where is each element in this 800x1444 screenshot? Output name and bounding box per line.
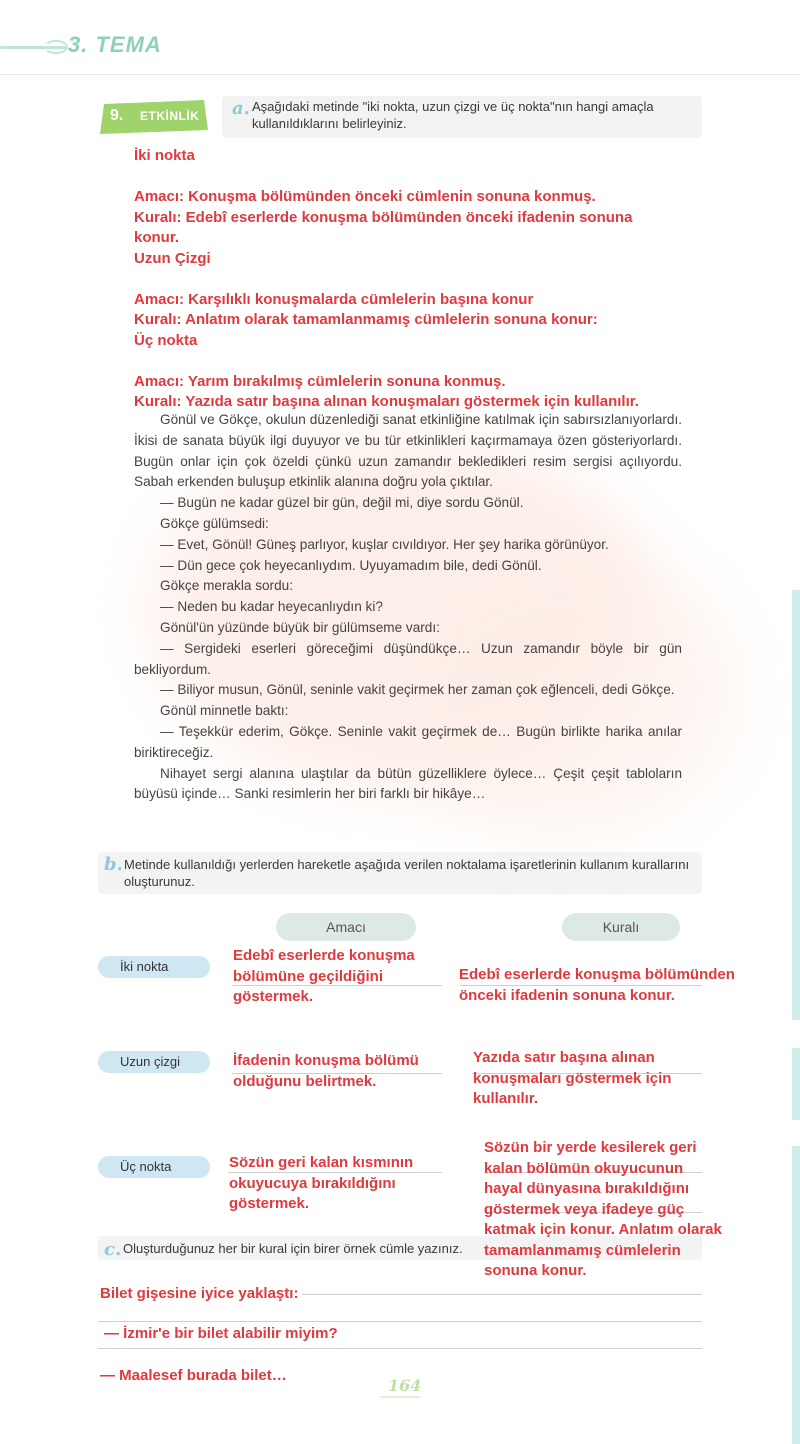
passage-paragraph: — Teşekkür ederim, Gökçe. Seninle vakit geçirmek de… Bugün birlikte harika anılar biriktireceğiz. — [134, 723, 682, 760]
answer-kural-1: Edebî eserlerde konuşma bölümünden önceki ifadenin sonuna konur. — [459, 966, 735, 1004]
answer-a-line: Amacı: Karşılıklı konuşmalarda cümlelerin başına konur — [134, 290, 534, 308]
answer-amac-1: Edebî eserlerde konuşma bölümüne geçildiğini göstermek. — [233, 947, 415, 1005]
theme-title: 3. TEMA — [68, 32, 162, 57]
activity-number: 9. — [110, 107, 124, 124]
passage-paragraph: Gönül minnetle baktı: — [160, 703, 289, 719]
answer-c-2: — İzmir'e bir bilet alabilir miyim? — [104, 1325, 338, 1342]
answer-a-line: İki nokta — [134, 147, 195, 164]
answer-a-line — [134, 269, 694, 290]
answer-a-line — [134, 167, 694, 188]
row-label-iki-nokta: İki nokta — [98, 956, 210, 978]
answer-a-line: Kuralı: Edebî eserlerde konuşma bölümünden önceki ifadenin sonuna — [134, 208, 633, 226]
answer-a-line — [134, 351, 694, 372]
question-c-letter: c. — [104, 1239, 122, 1260]
answer-kural-3: Sözün bir yerde kesilerek geri kalan bölümün okuyucunun hayal dünyasına bırakıldığını göstermek veya ifadeye güç katmak için konur. Anlatım olarak tamamlanmamış cümlelerin sonuna konur. — [484, 1139, 722, 1279]
passage-paragraph: — Evet, Gönül! Güneş parlıyor, kuşlar cıvıldıyor. Her şey harika görünüyor. — [160, 536, 609, 552]
passage-paragraph: — Dün gece çok heyecanlıydım. Uyuyamadım bile, dedi Gönül. — [160, 557, 542, 573]
activity-label: ETKİNLİK — [140, 109, 200, 123]
column-header-kural: Kuralı — [562, 913, 680, 941]
answer-a-line: Amacı: Konuşma bölümünden önceki cümlenin sonuna konmuş. — [134, 188, 596, 205]
answer-a-block — [134, 146, 694, 413]
question-c-prompt: Oluşturduğunuz her bir kural için birer örnek cümle yazınız. — [123, 1241, 463, 1256]
answer-a-line: Amacı: Yarım bırakılmış cümlelerin sonuna konmuş. — [134, 372, 506, 390]
write-line — [98, 1348, 702, 1349]
answer-amac-3: Sözün geri kalan kısmının okuyucuya bırakıldığını göstermek. — [229, 1154, 414, 1212]
row-label-uc-nokta: Üç nokta — [98, 1156, 210, 1178]
answer-c-3: — Maalesef burada bilet… — [100, 1367, 287, 1384]
activity-badge — [100, 100, 208, 134]
reading-passage — [134, 410, 682, 805]
passage-paragraph: — Sergideki eserleri göreceğimi düşündükçe… Uzun zamandır böyle bir gün bekliyordum. — [134, 640, 682, 677]
question-a-prompt: Aşağıdaki metinde "iki nokta, uzun çizgi ve üç nokta"nın hangi amaçla kullanıldıklarını belirleyiniz. — [252, 99, 654, 131]
write-line — [98, 1321, 702, 1322]
header-swirl — [44, 40, 68, 54]
answer-amac-2: İfadenin konuşma bölümü olduğunu belirtmek. — [233, 1052, 419, 1090]
page-number-underline — [380, 1396, 420, 1398]
answer-a-line: Kuralı: Yazıda satır başına alınan konuşmaları göstermek için kullanılır. — [134, 393, 639, 410]
column-header-amac: Amacı — [276, 913, 416, 941]
sidebar-stripe-mid — [792, 1048, 800, 1120]
passage-paragraph: — Biliyor musun, Gönül, seninle vakit geçirmek her zaman çok eğlenceli, dedi Gökçe. — [160, 682, 675, 698]
row-label-uzun-cizgi: Uzun çizgi — [98, 1051, 210, 1073]
top-divider — [0, 74, 800, 75]
question-b-prompt: Metinde kullanıldığı yerlerden hareketle aşağıda verilen noktalama işaretlerinin kullanım kurallarını oluşturunuz. — [124, 857, 690, 889]
passage-paragraph: Nihayet sergi alanına ulaştılar da bütün güzelliklere öylece… Çeşit çeşit tabloların büyüsü içinde… Sanki resimlerin her biri farklı bir hikâye… — [134, 765, 682, 802]
question-a-letter: a. — [232, 98, 250, 119]
question-b-letter: b. — [104, 854, 123, 875]
passage-paragraph: Gökçe gülümsedi: — [160, 515, 269, 531]
answer-a-line: Kuralı: Anlatım olarak tamamlanmamış cümlelerin sonuna konur: — [134, 311, 598, 328]
answer-kural-2: Yazıda satır başına alınan konuşmaları göstermek için kullanılır. — [473, 1049, 672, 1107]
page-number: 164 — [388, 1376, 422, 1395]
answer-a-line: Uzun Çizgi — [134, 249, 211, 267]
passage-paragraph: — Neden bu kadar heyecanlıydın ki? — [160, 599, 383, 615]
passage-paragraph: Gönül'ün yüzünde büyük bir gülümseme vardı: — [160, 619, 440, 635]
sidebar-stripe-top — [792, 590, 800, 1020]
passage-paragraph: — Bugün ne kadar güzel bir gün, değil mi, diye sordu Gönül. — [160, 495, 524, 511]
passage-paragraph: Gönül ve Gökçe, okulun düzenlediği sanat etkinliğine katılmak için sabırsızlanıyorlardı. İkisi de sanata büyük ilgi duyuyor ve bu tür etkinlikleri kaçırmamaya özen gösteriyorlardı. Bugün onlar için çok özeldi çünkü uzun zamandır bekledikleri resim sergisi açılıyordu. Sabah erkenden buluşup etkinlik alanına doğru yola çıktılar. — [134, 412, 682, 490]
sidebar-stripe-bottom — [792, 1146, 800, 1444]
answer-a-line: konur. — [134, 229, 180, 246]
answer-c-1: Bilet gişesine iyice yaklaştı: — [100, 1284, 302, 1305]
answer-a-line: Üç nokta — [134, 331, 198, 349]
passage-paragraph: Gökçe merakla sordu: — [160, 578, 293, 594]
